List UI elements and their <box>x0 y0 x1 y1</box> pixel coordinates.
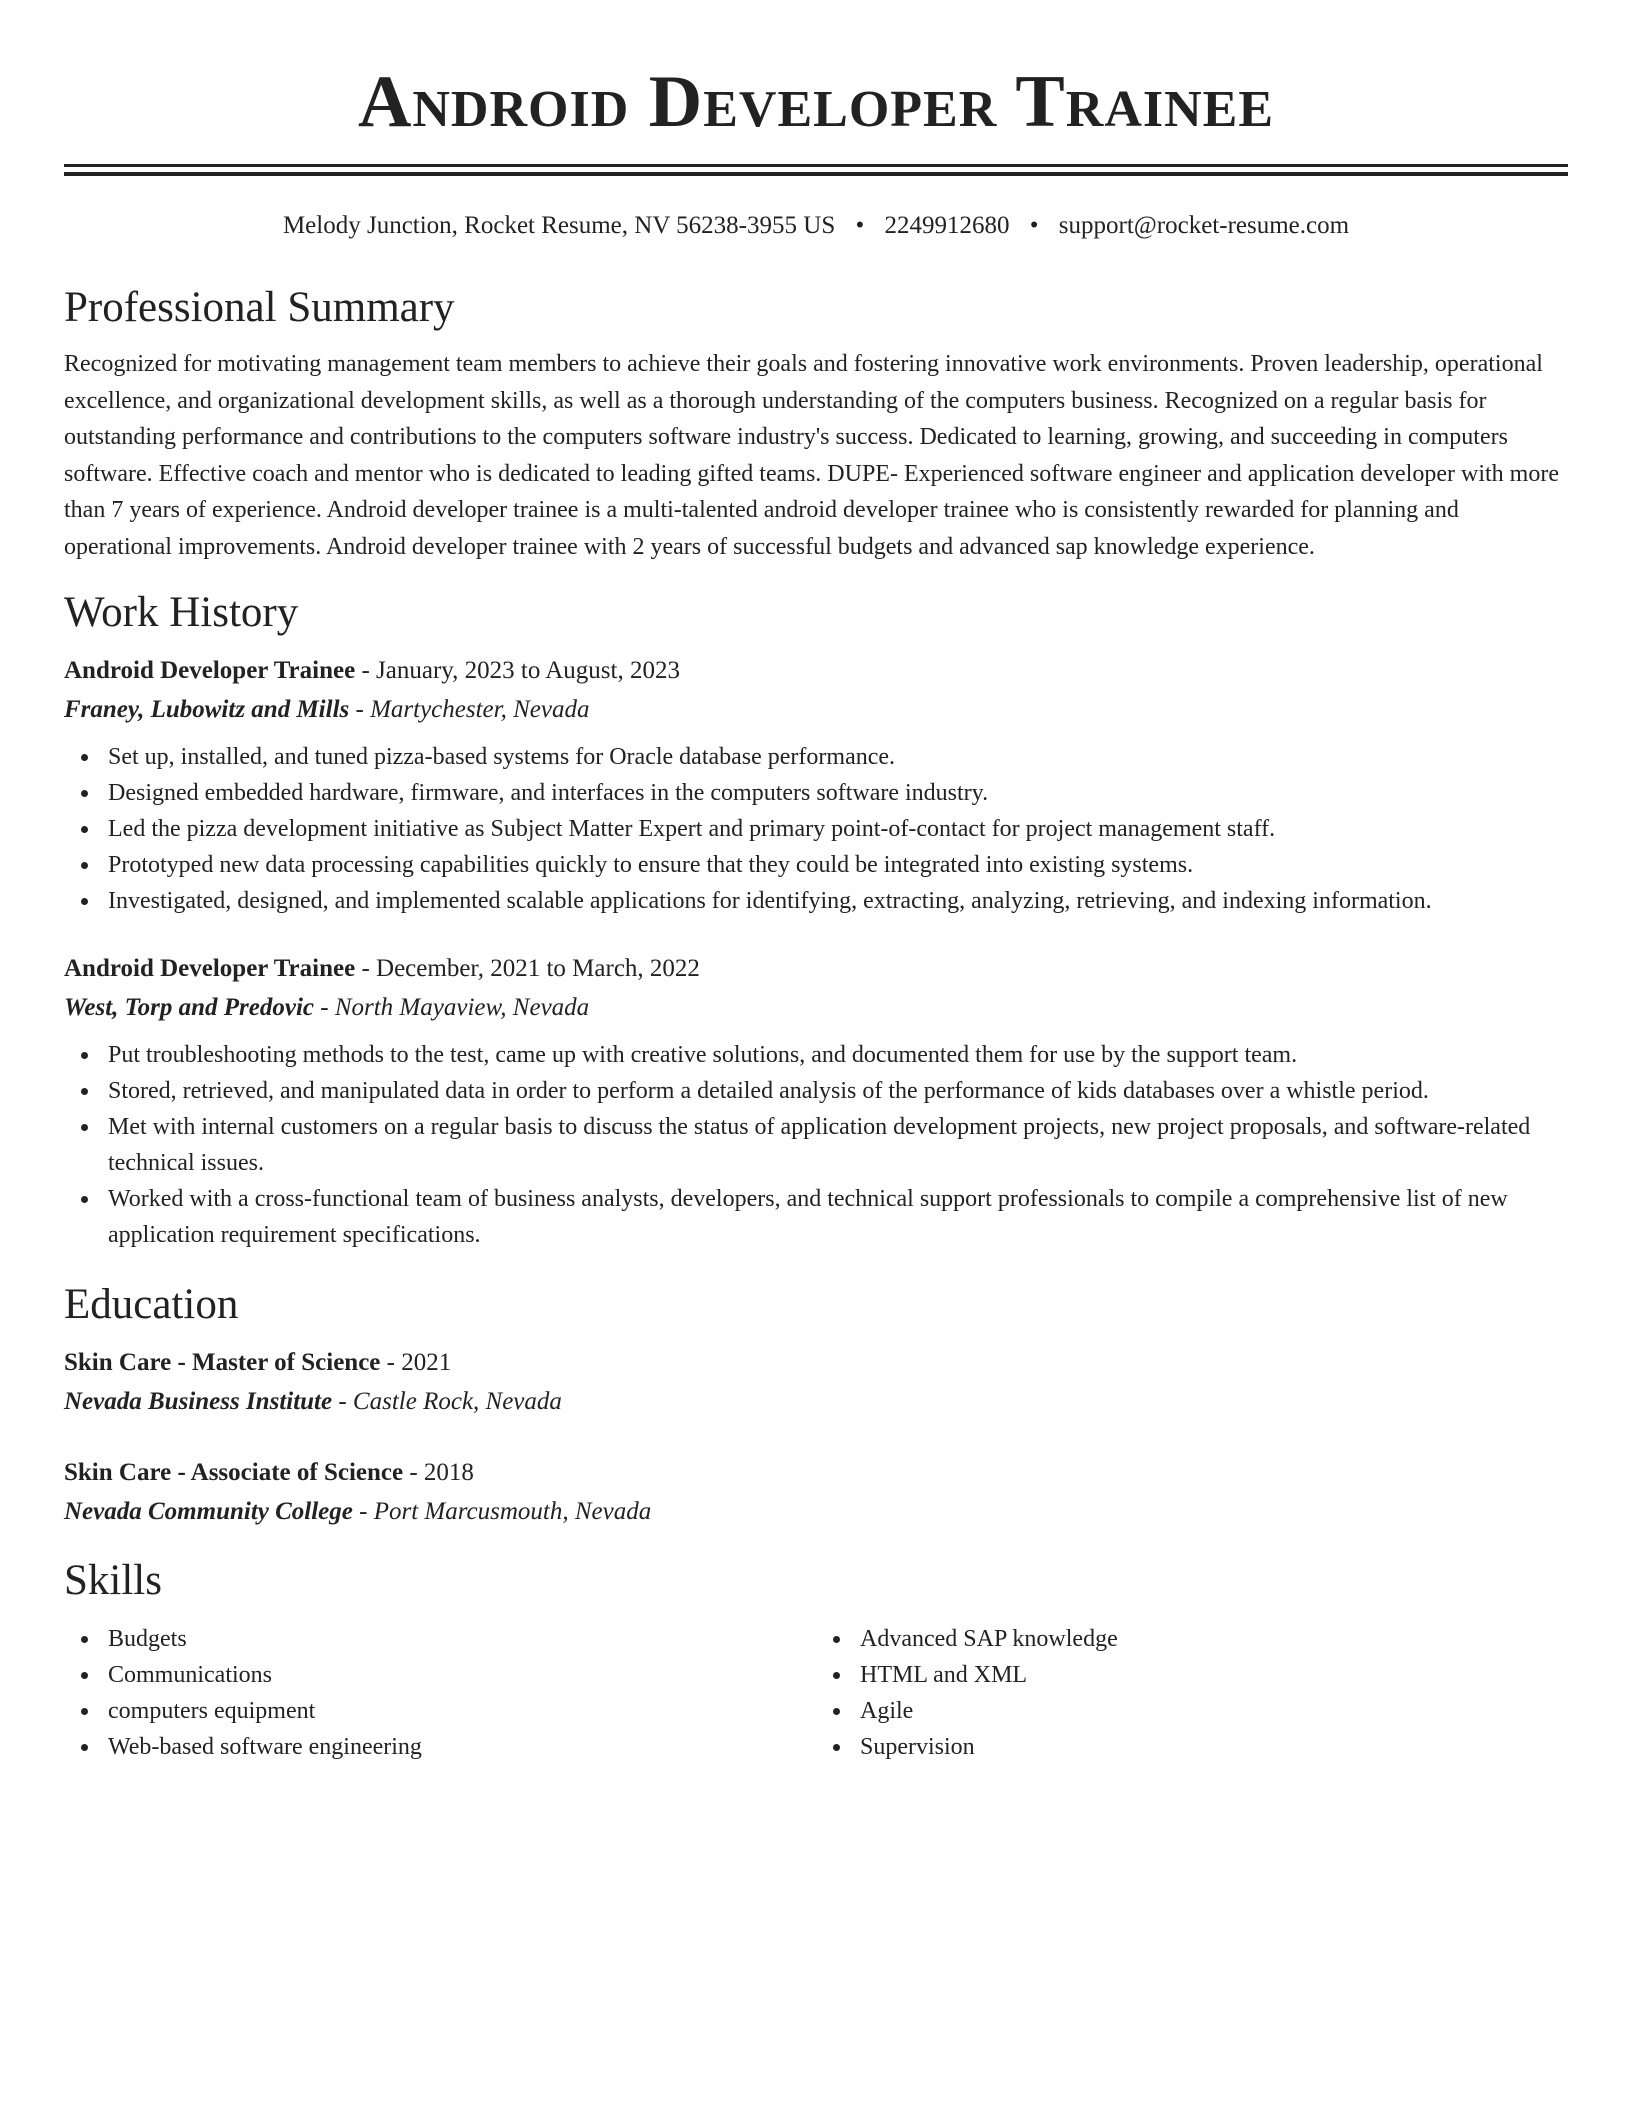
header-rule-bottom <box>64 172 1568 176</box>
education-school-line <box>64 1382 1568 1421</box>
job-company-line <box>64 690 1568 729</box>
education-school: Nevada Community College <box>64 1498 353 1525</box>
job-role: Android Developer Trainee <box>64 955 356 982</box>
job-company-line <box>64 988 1568 1027</box>
job-bullet-list <box>64 1037 1568 1253</box>
education-degree: Skin Care - Master of Science <box>64 1349 381 1376</box>
job-title-line <box>64 651 1568 690</box>
contact-separator: • <box>1029 212 1039 239</box>
skill-item: Web-based software engineering <box>108 1729 816 1765</box>
education-section-title: Education <box>64 1281 239 1328</box>
job-entry <box>64 949 1568 1253</box>
contact-separator: • <box>855 212 865 239</box>
skill-item: HTML and XML <box>860 1657 1568 1693</box>
skill-item: Communications <box>108 1657 816 1693</box>
skill-item: Agile <box>860 1693 1568 1729</box>
job-location: - Martychester, Nevada <box>349 696 590 723</box>
education-year: - 2018 <box>403 1459 474 1486</box>
header-rule-top <box>64 164 1568 167</box>
job-entry <box>64 651 1568 919</box>
work-section-title: Work History <box>64 589 299 636</box>
list-item: Investigated, designed, and implemented scalable applications for identifying, extracting, analyzing, retrieving, and indexing information. <box>108 883 1568 919</box>
education-year: - 2021 <box>380 1349 452 1376</box>
job-company: Franey, Lubowitz and Mills <box>64 696 350 723</box>
education-entry <box>64 1453 1568 1531</box>
list-item: Set up, installed, and tuned pizza-based systems for Oracle database performance. <box>108 739 1568 775</box>
education-school-line <box>64 1492 1568 1531</box>
education-location: - Castle Rock, Nevada <box>332 1388 562 1415</box>
education-degree-line <box>64 1343 1568 1382</box>
job-dates: - December, 2021 to March, 2022 <box>355 955 700 982</box>
contact-line <box>64 210 1568 242</box>
job-location: - North Mayaview, Nevada <box>314 994 590 1021</box>
education-degree: Skin Care - Associate of Science <box>64 1459 404 1486</box>
list-item: Led the pizza development initiative as Subject Matter Expert and primary point-of-contact for project management staff. <box>108 811 1568 847</box>
summary-section-title: Professional Summary <box>64 284 455 331</box>
list-item: Prototyped new data processing capabilities quickly to ensure that they could be integrated into existing systems. <box>108 847 1568 883</box>
list-item: Met with internal customers on a regular basis to discuss the status of application development projects, new project proposals, and software-related technical issues. <box>108 1109 1568 1181</box>
list-item: Designed embedded hardware, firmware, and interfaces in the computers software industry. <box>108 775 1568 811</box>
list-item: Stored, retrieved, and manipulated data in order to perform a detailed analysis of the performance of kids databases over a whistle period. <box>108 1073 1568 1109</box>
education-degree-line <box>64 1453 1568 1492</box>
education-location: - Port Marcusmouth, Nevada <box>352 1498 652 1525</box>
job-title-line <box>64 949 1568 988</box>
education-school: Nevada Business Institute <box>64 1388 333 1415</box>
contact-address: Melody Junction, Rocket Resume, NV 56238-3955 US <box>282 212 836 239</box>
education-entry <box>64 1343 1568 1421</box>
job-bullet-list <box>64 739 1568 919</box>
skill-item: Budgets <box>108 1621 816 1657</box>
summary-text: Recognized for motivating management team members to achieve their goals and fostering innovative work environments. Proven leadership, operational excellence, and organizational development skills, as well as a thorough understanding of the computers business. Recognized on a regular basis for outstanding performance and contributions to the computers software industry's success. Dedicated to learning, growing, and succeeding in computers software. Effective coach and mentor who is dedicated to leading gifted teams. DUPE- Experienced software engineer and application developer with more than 7 years of experience. Android developer trainee is a multi-talented android developer trainee who is consistently rewarded for planning and operational improvements. Android developer trainee with 2 years of successful budgets and advanced sap knowledge experience. <box>64 351 1559 560</box>
list-item: Worked with a cross-functional team of business analysts, developers, and technical support professionals to compile a comprehensive list of new application requirement specifications. <box>108 1181 1568 1253</box>
job-role: Android Developer Trainee <box>64 657 356 684</box>
list-item: Put troubleshooting methods to the test, came up with creative solutions, and documented them for use by the support team. <box>108 1037 1568 1073</box>
job-company: West, Torp and Predovic <box>64 994 314 1021</box>
skill-item: Advanced SAP knowledge <box>860 1621 1568 1657</box>
resume-name-heading: Android Developer Trainee <box>357 61 1275 143</box>
skills-list-right <box>816 1621 1568 1765</box>
contact-phone: 2249912680 <box>884 212 1010 239</box>
skills-section-title: Skills <box>64 1557 162 1604</box>
skills-list-left <box>64 1621 816 1765</box>
contact-email: support@rocket-resume.com <box>1058 212 1350 239</box>
job-dates: - January, 2023 to August, 2023 <box>355 657 680 684</box>
skill-item: computers equipment <box>108 1693 816 1729</box>
skills-columns <box>64 1621 1568 1765</box>
skill-item: Supervision <box>860 1729 1568 1765</box>
